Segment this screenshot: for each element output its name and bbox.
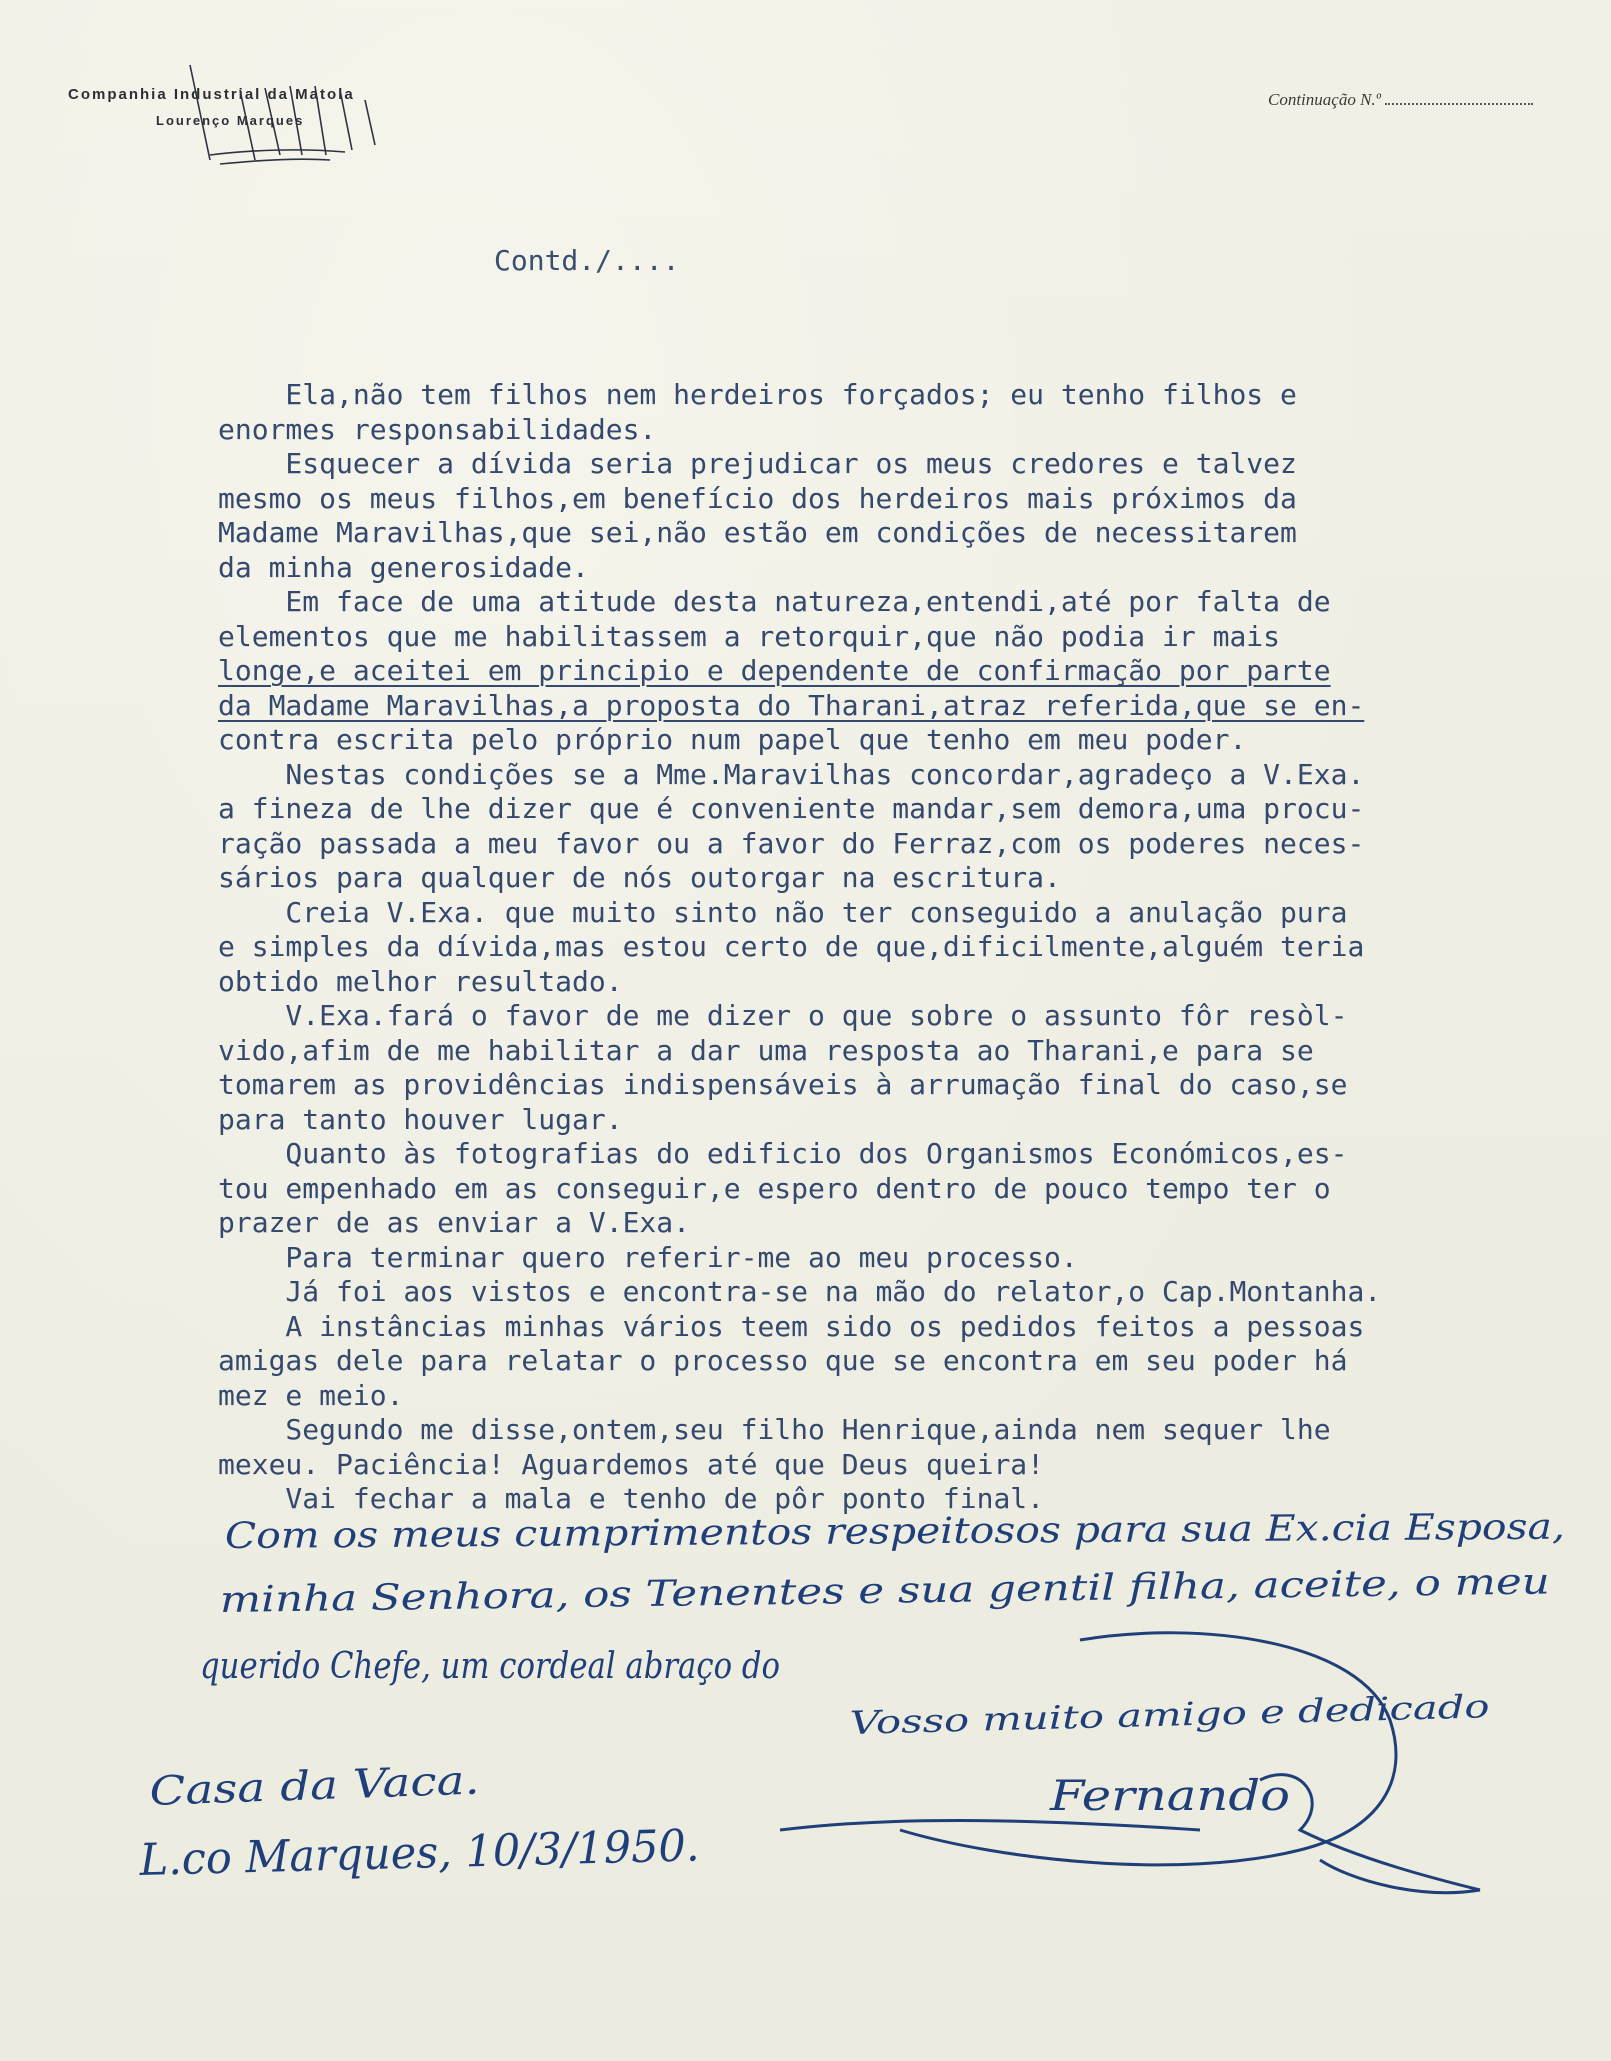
body-line: Creia V.Exa. que muito sinto não ter conseguido a anulação pura xyxy=(218,895,1348,929)
body-line: Quanto às fotografias do edificio dos Organismos Económicos,es- xyxy=(218,1137,1348,1170)
body-line: e simples da dívida,mas estou certo de que,dificilmente,alguém teria xyxy=(218,930,1365,963)
continuation-label xyxy=(1268,90,1533,110)
body-line: sários para qualquer de nós outorgar na escritura. xyxy=(218,861,1061,894)
body-line: da minha generosidade. xyxy=(218,550,589,584)
body-line: V.Exa.fará o favor de me dizer o que sobre o assunto fôr resòl- xyxy=(218,999,1348,1032)
body-line: Já foi aos vistos e encontra-se na mão do relator,o Cap.Montanha. xyxy=(218,1275,1382,1308)
body-line: tomarem as providências indispensáveis à arrumação final do caso,se xyxy=(218,1068,1348,1101)
handwritten-line-3: querido Chefe, um cordeal abraço do xyxy=(200,1646,780,1687)
body-line: amigas dele para relatar o processo que se encontra em seu poder há xyxy=(218,1344,1348,1377)
body-line-underlined: longe,e aceitei em principio e dependente de confirmação por parte xyxy=(218,654,1331,687)
body-line-underlined: da Madame Maravilhas,a proposta do Tharani,atraz referida,que se en- xyxy=(218,688,1365,722)
body-line: ração passada a meu favor ou a favor do Ferraz,com os poderes neces- xyxy=(218,826,1365,860)
body-line: mesmo os meus filhos,em benefício dos herdeiros mais próximos da xyxy=(218,481,1297,515)
continuation-text: Continuação N.º xyxy=(1268,90,1381,109)
body-line: Em face de uma atitude desta natureza,entendi,até por falta de xyxy=(218,585,1331,618)
body-line: obtido melhor resultado. xyxy=(218,964,623,998)
body-line: a fineza de lhe dizer que é conveniente mandar,sem demora,uma procu- xyxy=(218,792,1365,825)
contd-heading: Contd./.... xyxy=(494,244,680,277)
body-line: Para terminar quero referir-me ao meu processo. xyxy=(218,1240,1078,1274)
body-line: Nestas condições se a Mme.Maravilhas concordar,agradeço a V.Exa. xyxy=(218,757,1365,791)
body-line: Segundo me disse,ontem,seu filho Henrique,ainda nem sequer lhe xyxy=(218,1413,1331,1446)
letterhead-city: Lourenço Marques xyxy=(156,113,305,128)
body-line: elementos que me habilitassem a retorquir,que não podia ir mais xyxy=(218,619,1281,653)
body-line: vido,afim de me habilitar a dar uma resposta ao Tharani,e para se xyxy=(218,1033,1314,1067)
body-line: tou empenhado em as conseguir,e espero dentro de pouco tempo ter o xyxy=(218,1171,1331,1205)
handwritten-place: Casa da Vaca. xyxy=(148,1759,432,1815)
body-line: mez e meio. xyxy=(218,1378,404,1412)
body-line: Ela,não tem filhos nem herdeiros forçados; eu tenho filhos e xyxy=(218,378,1297,411)
handwritten-line-1: Com os meus cumprimentos respeitosos para sua Ex.cia Esposa, xyxy=(224,1507,1406,1557)
body-line: Vai fechar a mala e tenho de pôr ponto final. xyxy=(218,1482,1045,1515)
letterhead-scribble xyxy=(180,60,440,180)
handwritten-line-2: minha Senhora, os Tenentes e sua gentil filha, aceite, o meu xyxy=(219,1564,1320,1621)
body-line: prazer de as enviar a V.Exa. xyxy=(218,1206,691,1239)
body-line: para tanto houver lugar. xyxy=(218,1102,623,1136)
handwritten-signature: Fernando xyxy=(1048,1771,1290,1820)
body-line: A instâncias minhas vários teem sido os pedidos feitos a pessoas xyxy=(218,1309,1365,1343)
body-line: mexeu. Paciência! Aguardemos até que Deus queira! xyxy=(218,1447,1045,1481)
continuation-dots xyxy=(1385,103,1533,105)
signature-flourish xyxy=(780,1633,1480,1893)
body-line: enormes responsabilidades. xyxy=(218,412,657,446)
letterhead-company: Companhia Industrial da Matola xyxy=(68,86,355,103)
body-line: Esquecer a dívida seria prejudicar os meus credores e talvez xyxy=(218,447,1297,480)
body-line: contra escrita pelo próprio num papel que tenho em meu poder. xyxy=(218,723,1247,756)
body-line: Madame Maravilhas,que sei,não estão em condições de necessitarem xyxy=(218,516,1297,549)
handwritten-closing-phrase: Vosso muito amigo e dedicado xyxy=(849,1691,1341,1742)
letter-body xyxy=(218,378,1568,1517)
handwritten-date: L.co Marques, 10/3/1950. xyxy=(138,1820,714,1886)
